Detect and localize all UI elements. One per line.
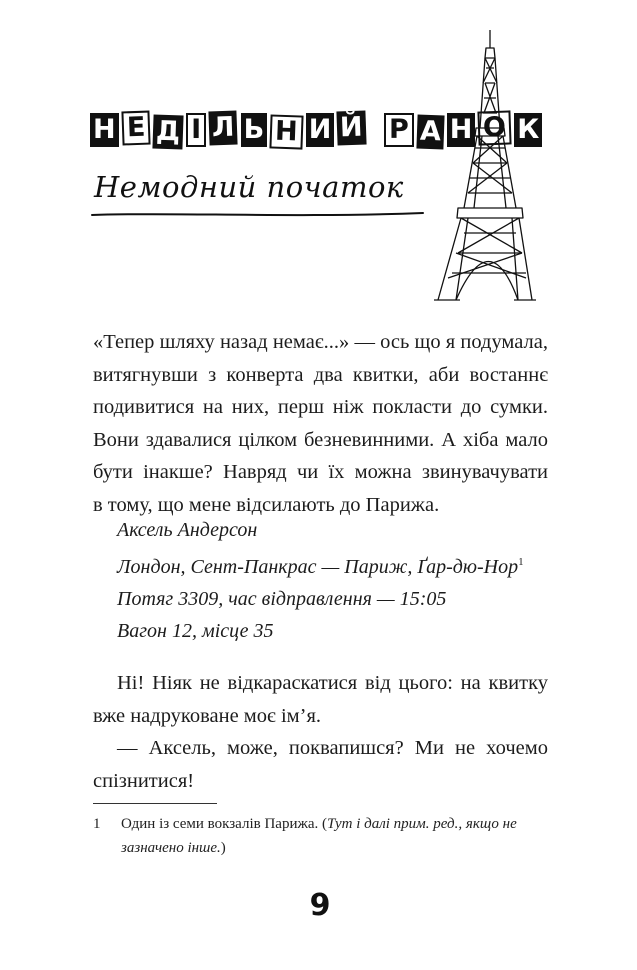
text-line: витягнувши з конверта два квитки, аби востаннє [93, 363, 548, 386]
text-line: спізнитися! [93, 769, 195, 792]
ticket-train: Потяг 3309, час відправлення — 15:05 [117, 588, 447, 610]
title-letter: Е [121, 111, 151, 146]
title-letter: Р [384, 113, 414, 147]
text-line: — Аксель, може, поквапишся? Ми не хочемо [117, 737, 548, 759]
paragraph [93, 326, 548, 522]
text-line: Вони здавалися цілком безневинними. А хіба мало [93, 428, 548, 451]
title-letter: Н [270, 114, 304, 149]
chapter-subtitle: Немодний початок [94, 170, 404, 204]
title-letter: Л [209, 111, 239, 146]
title-letter: О [478, 110, 512, 145]
eiffel-tower-illustration [428, 28, 538, 308]
footnote-text: Один із семи вокзалів Парижа. ( [121, 816, 327, 832]
footnote [93, 812, 548, 860]
ticket-name: Аксель Андерсон [117, 519, 258, 541]
text-line: подивитися на них, перш ніж покласти до сумки. [93, 396, 548, 419]
footnote-ref: 1 [518, 556, 524, 568]
title-letter: Н [447, 113, 476, 147]
ticket-route [117, 546, 524, 583]
title-letter: А [416, 115, 444, 150]
footnote-divider [93, 803, 217, 804]
subtitle-underline [90, 206, 425, 220]
ticket-details [117, 514, 524, 647]
text-line: Ні! Ніяк не відкараскатися від цього: на квитку [117, 672, 548, 694]
text-line: «Тепер шляху назад немає...» — ось що я подумала, [93, 331, 548, 353]
text-line: бути інакше? Навряд чи їх можна звинувачувати [93, 461, 548, 484]
paragraph [93, 667, 548, 732]
footnote-text: ) [220, 840, 226, 856]
title-letter: Й [337, 111, 367, 146]
title-letter: И [306, 113, 335, 147]
footnote-italic: Тут і далі прим. ред., якщо не [327, 816, 517, 832]
footnote-italic: зазначено інше. [121, 840, 221, 856]
page-number: 9 [309, 888, 331, 923]
ticket-route-text: Лондон, Сент-Панкрас — Париж, Ґар-дю-Нор [117, 556, 519, 578]
text-line: в тому, що мене відсилають до Парижа. [93, 493, 440, 516]
title-letter: Ь [241, 113, 268, 147]
paragraph [93, 732, 548, 797]
title-letter: Н [90, 113, 119, 147]
ticket-seat: Вагон 12, місце 35 [117, 620, 274, 642]
text-line: вже надруковане моє ім’я. [93, 704, 322, 727]
title-letter: Д [152, 114, 183, 149]
title-letter: К [514, 113, 542, 147]
title-letter: І [186, 113, 206, 147]
footnote-number: 1 [93, 816, 101, 832]
